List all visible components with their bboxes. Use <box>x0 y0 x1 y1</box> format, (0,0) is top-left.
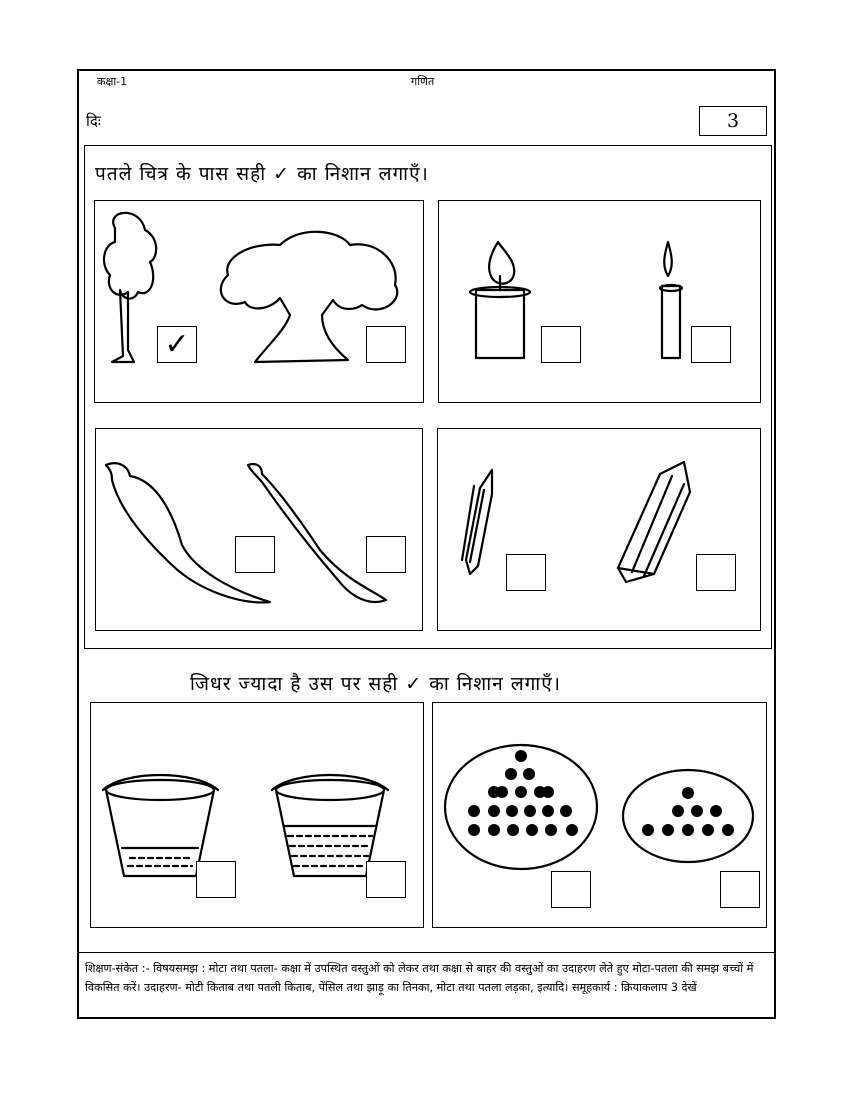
date-label: दिः <box>86 112 101 130</box>
section1-instruction: पतले चित्र के पास सही ✓ का निशान लगाएँ। <box>95 163 429 185</box>
dots-few-checkbox[interactable] <box>720 871 760 908</box>
few-dots-oval-icon <box>623 770 753 862</box>
class-label: कक्षा-1 <box>97 75 128 88</box>
subject-label: गणित <box>411 75 435 88</box>
page-number: 3 <box>726 110 740 132</box>
note-divider <box>78 952 775 953</box>
many-dots-oval-icon <box>445 745 597 869</box>
dots-many-checkbox[interactable] <box>551 871 591 908</box>
teaching-note: शिक्षण-संकेत :- विषयसमझ : मोटा तथा पतला- कक्षा में उपस्थित वस्तुओं को लेकर तथा कक्षा से बाहर की वस्तुओं का उदाहरण लेते हुए मोटा-पतला की समझ बच्चों में विकसित करें। उदाहरण- मोटी किताब तथा पतली किताब, पेंसिल तथा झाड़ू का तिनका, मोटा तथा पतला लड़का, इत्यादि। समूहकार्य : क्रियाकलाप 3 देखें <box>85 962 754 994</box>
check-mark-icon: ✓ <box>164 326 190 362</box>
section2-instruction: जिधर ज्यादा है उस पर सही ✓ का निशान लगाएँ। <box>190 673 561 695</box>
